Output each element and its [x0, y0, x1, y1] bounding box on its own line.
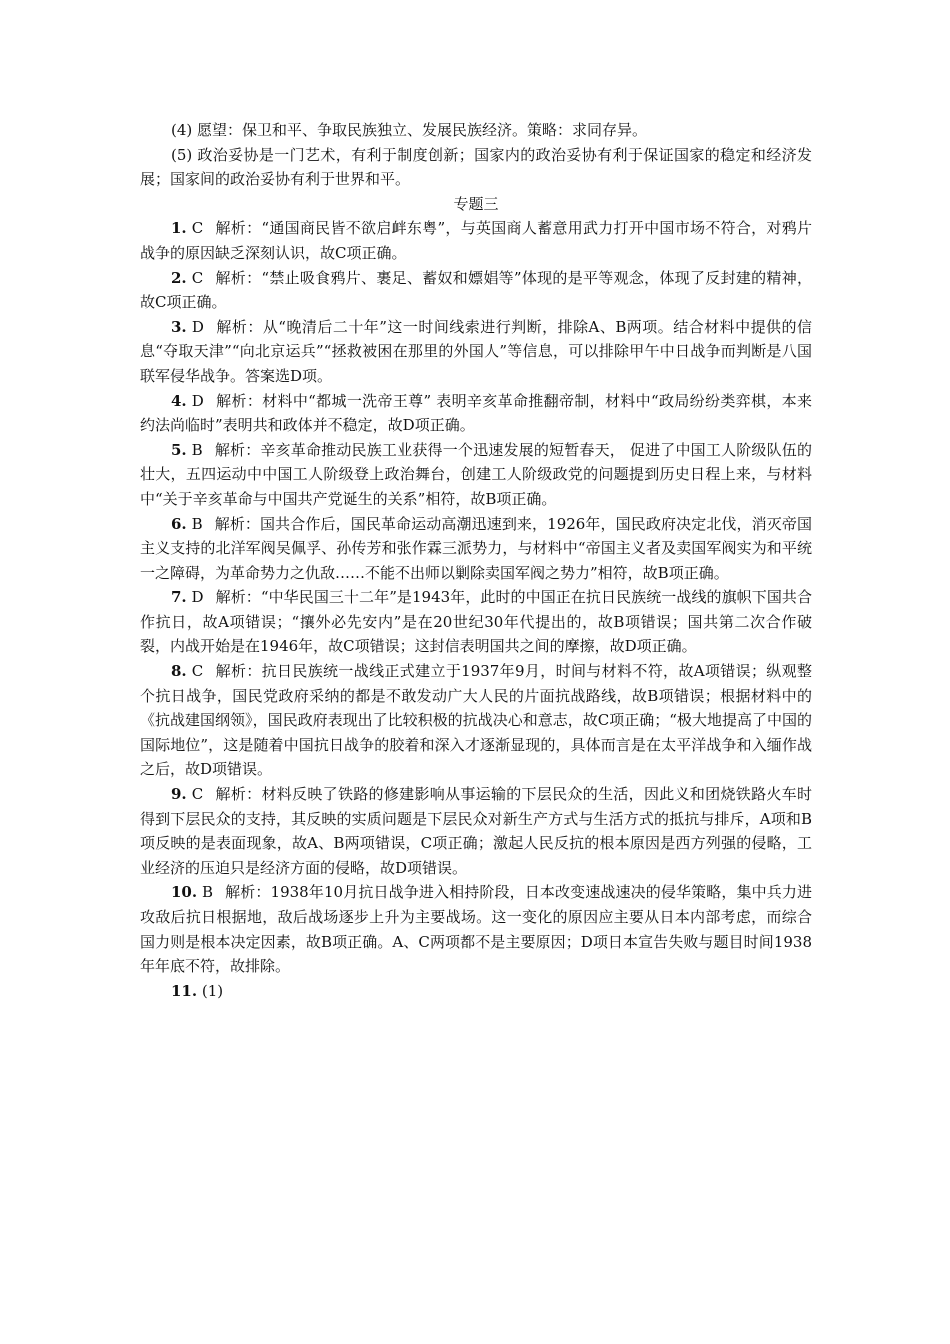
- item-number: 2.: [171, 268, 187, 287]
- item-number: 11.: [171, 981, 198, 1000]
- item-answer: D: [191, 391, 204, 410]
- answer-paragraph-4: (4) 愿望：保卫和平、争取民族独立、发展民族经济。策略：求同存异。: [171, 121, 648, 139]
- item-number: 5.: [171, 440, 187, 459]
- item-explanation: 解析：抗日民族统一战线正式建立于1937年9月，时间与材料不符，故A项错误；纵观整个抗日战争，国民党政府采纳的都是不敢发动广大人民的片面抗战路线，故B项错误；根据材料中的《抗战建国纲领》，国民政府表现出了比较积极的抗战决心和意志，故C项正确；“极大地提高了中国的国际地位”，这是随着中国抗日战争的胶着和深入才逐渐显现的，具体而言是在太平洋战争和入缅作战之后，故D项错误。: [140, 662, 812, 779]
- item-answer: C: [191, 219, 204, 238]
- item-number: 8.: [171, 662, 187, 681]
- item-number: 9.: [171, 785, 187, 804]
- item-explanation: 解析：从“晚清后二十年”这一时间线索进行判断，排除A、B两项。结合材料中提供的信息“夺取天津”“向北京运兵”“拯救被困在那里的外国人”等信息，可以排除甲午中日战争而判断是八国联军侵华战争。答案选D项。: [140, 317, 812, 385]
- item-number: 4.: [171, 391, 187, 410]
- item-answer: C: [191, 662, 204, 681]
- item-answer: (1): [201, 981, 224, 1000]
- item-explanation: 解析：1938年10月抗日战争进入相持阶段，日本改变速战速决的侵华策略，集中兵力进攻敌后抗日根据地，敌后战场逐步上升为主要战场。这一变化的原因应主要从日本内部考虑，而综合国力则是根本决定因素，故B项正确。A、C两项都不是主要原因；D项日本宣告失败与题目时间1938年年底不符，故排除。: [140, 883, 812, 976]
- answer-item: [140, 979, 812, 1004]
- document-page: [140, 118, 812, 1003]
- answer-item: [140, 585, 812, 659]
- item-number: 3.: [171, 317, 187, 336]
- section-title: 专题三: [453, 194, 499, 213]
- item-number: 7.: [171, 588, 187, 607]
- answer-item: [140, 389, 812, 438]
- answer-item: [140, 512, 812, 586]
- answer-item: [140, 438, 812, 512]
- answer-item: [140, 782, 812, 880]
- answer-item: [140, 659, 812, 782]
- item-explanation: 解析：材料反映了铁路的修建影响从事运输的下层民众的生活，因此义和团烧铁路火车时得到下层民众的支持，其反映的实质问题是下层民众对新生产方式与生活方式的抵抗与排斥，A项和B项反映的是表面现象，故A、B两项错误，C项正确；激起人民反抗的根本原因是西方列强的侵略，工业经济的压迫只是经济方面的侵略，故D项错误。: [140, 785, 812, 877]
- item-explanation: 解析：国共合作后，国民革命运动高潮迅速到来，1926年，国民政府决定北伐，消灭帝国主义支持的北洋军阀吴佩孚、孙传芳和张作霖三派势力，与材料中“帝国主义者及卖国军阀实为和平统一之障碍，为革命势力之仇敌……不能不出师以剿除卖国军阀之势力”相符，故B项正确。: [140, 514, 812, 582]
- answer-list: [140, 216, 812, 1003]
- item-answer: C: [191, 785, 204, 804]
- answer-item: [140, 880, 812, 978]
- item-explanation: 解析：辛亥革命推动民族工业获得一个迅速发展的短暂春天， 促进了中国工人阶级队伍的壮大，五四运动中中国工人阶级登上政治舞台，创建工人阶级政党的问题提到历史日程上来，与材料中“关于辛亥革命与中国共产党诞生的关系”相符，故B项正确。: [140, 440, 812, 508]
- item-answer: D: [191, 588, 204, 607]
- item-explanation: 解析：材料中“都城一洗帝王尊” 表明辛亥革命推翻帝制，材料中“政局纷纷类弈棋，本来约法尚临时”表明共和政体并不稳定，故D项正确。: [140, 391, 812, 435]
- item-number: 1.: [171, 219, 187, 238]
- item-explanation: 解析：“禁止吸食鸦片、裹足、蓄奴和嫖娼等”体现的是平等观念，体现了反封建的精神，故C项正确。: [140, 268, 812, 312]
- item-answer: B: [191, 514, 203, 533]
- item-number: 10.: [171, 883, 198, 902]
- item-answer: B: [191, 440, 203, 459]
- item-answer: B: [202, 883, 214, 902]
- item-answer: C: [191, 268, 204, 287]
- answer-item: [140, 216, 812, 265]
- item-answer: D: [191, 317, 204, 336]
- answer-paragraph-5: (5) 政治妥协是一门艺术，有利于制度创新；国家内的政治妥协有利于保证国家的稳定和经济发展；国家间的政治妥协有利于世界和平。: [140, 145, 812, 189]
- item-explanation: 解析：“通国商民皆不欲启衅东粤”，与英国商人蓄意用武力打开中国市场不符合，对鸦片战争的原因缺乏深刻认识，故C项正确。: [140, 219, 812, 262]
- answer-item: [140, 266, 812, 315]
- item-number: 6.: [171, 514, 187, 533]
- answer-item: [140, 315, 812, 389]
- item-explanation: 解析：“中华民国三十二年”是1943年，此时的中国正在抗日民族统一战线的旗帜下国共合作抗日，故A项错误；“攘外必先安内”是在20世纪30年代提出的，故B项错误；国共第二次合作破裂，内战开始是在1946年，故C项错误；这封信表明国共之间的摩擦，故D项正确。: [140, 588, 812, 656]
